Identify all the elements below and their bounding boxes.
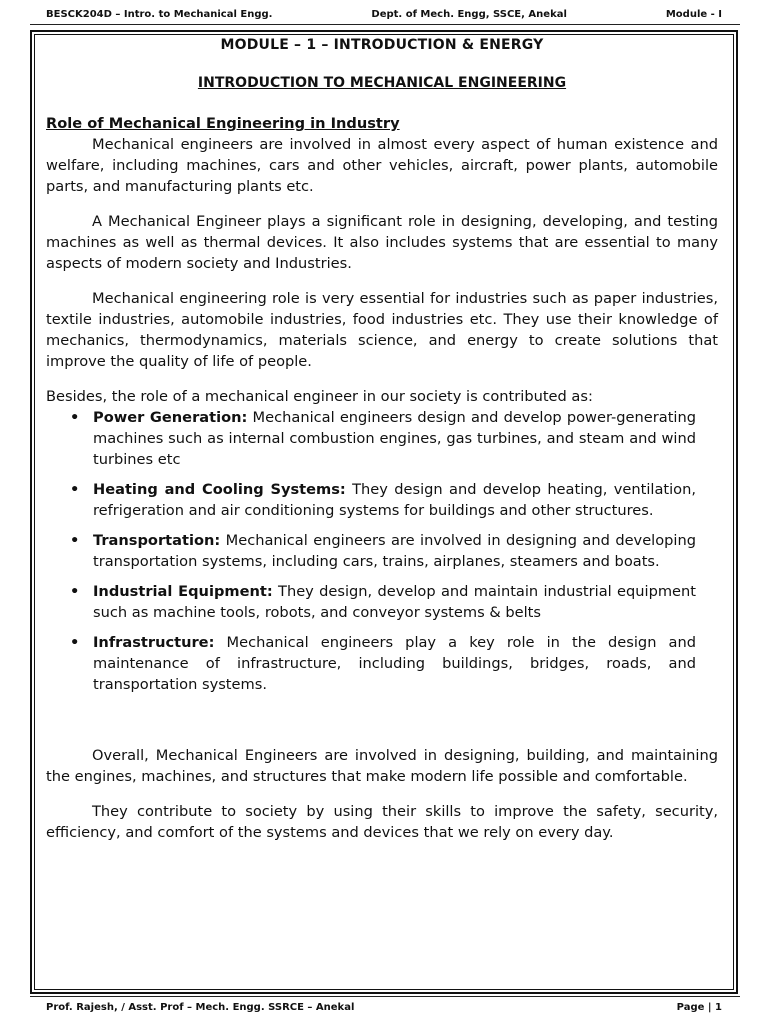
paragraph: Mechanical engineers are involved in almost every aspect of human existence and welfare, including machines, cars and other vehicles, aircraft, power plants, automobile parts, and manufacturing plants etc. [46,136,718,195]
section-heading: Role of Mechanical Engineering in Industry [46,115,400,132]
footer-author: Prof. Rajesh, / Asst. Prof – Mech. Engg. SSRCE – Anekal [46,1001,355,1013]
bullet-icon: • [70,409,80,426]
footer-page-number: Page | 1 [676,1001,722,1013]
bullet-icon: • [70,634,80,651]
footer-rule [30,996,740,997]
bullet-icon: • [70,481,80,498]
page-footer [46,998,722,1016]
list-item-term: Heating and Cooling Systems: [93,481,346,498]
list-item [46,581,718,623]
list-item-term: Transportation: [93,532,221,549]
paragraph: A Mechanical Engineer plays a significant role in designing, developing, and testing machines as well as thermal devices. It also includes systems that are essential to many aspects of modern society and Industries. [46,213,718,272]
list-item-text: Mechanical engineers design and develop power-generating machines such as internal combustion engines, gas turbines, and steam and wind turbines etc [93,409,696,468]
header-rule [30,24,740,25]
list-item-term: Infrastructure: [93,634,215,651]
closing-paragraph: They contribute to society by using their skills to improve the safety, security, efficiency, and comfort of the systems and devices that we rely on every day. [46,803,718,841]
list-item-text: They design and develop heating, ventilation, refrigeration and air conditioning systems for buildings and other structures. [93,481,697,519]
document-subtitle: INTRODUCTION TO MECHANICAL ENGINEERING [197,75,567,91]
roles-list [46,407,718,695]
spacer [46,704,718,745]
header-course-code: BESCK204D – Intro. to Mechanical Engg. [46,8,273,20]
paragraph: Mechanical engineering role is very essential for industries such as paper industries, textile industries, automobile industries, food industries etc. They use their knowledge of mechanics, thermodynamics, materials science, and energy to create solutions that improve the quality of life of people. [46,290,718,370]
document-body [46,34,718,857]
list-item [46,632,718,695]
list-item-text: Mechanical engineers play a key role in the design and maintenance of infrastructure, including buildings, bridges, roads, and transportation systems. [93,634,696,693]
list-item-term: Industrial Equipment: [93,583,273,600]
list-item-text: Mechanical engineers are involved in designing and developing transportation systems, including cars, trains, airplanes, steamers and boats. [93,532,696,570]
module-title: MODULE – 1 – INTRODUCTION & ENERGY [220,37,544,53]
closing-paragraph: Overall, Mechanical Engineers are involved in designing, building, and maintaining the engines, machines, and structures that make modern life possible and comfortable. [46,747,718,785]
header-module-label: Module - I [665,8,722,20]
list-item [46,530,718,572]
list-intro: Besides, the role of a mechanical engineer in our society is contributed as: [46,388,593,405]
bullet-icon: • [70,583,80,600]
page-header [46,6,722,22]
list-item-text: They design, develop and maintain industrial equipment such as machine tools, robots, and conveyor systems & belts [93,583,696,621]
list-item [46,407,718,470]
list-item [46,479,718,521]
bullet-icon: • [70,532,80,549]
header-department: Dept. of Mech. Engg, SSCE, Anekal [371,8,567,20]
list-item-term: Power Generation: [93,409,248,426]
